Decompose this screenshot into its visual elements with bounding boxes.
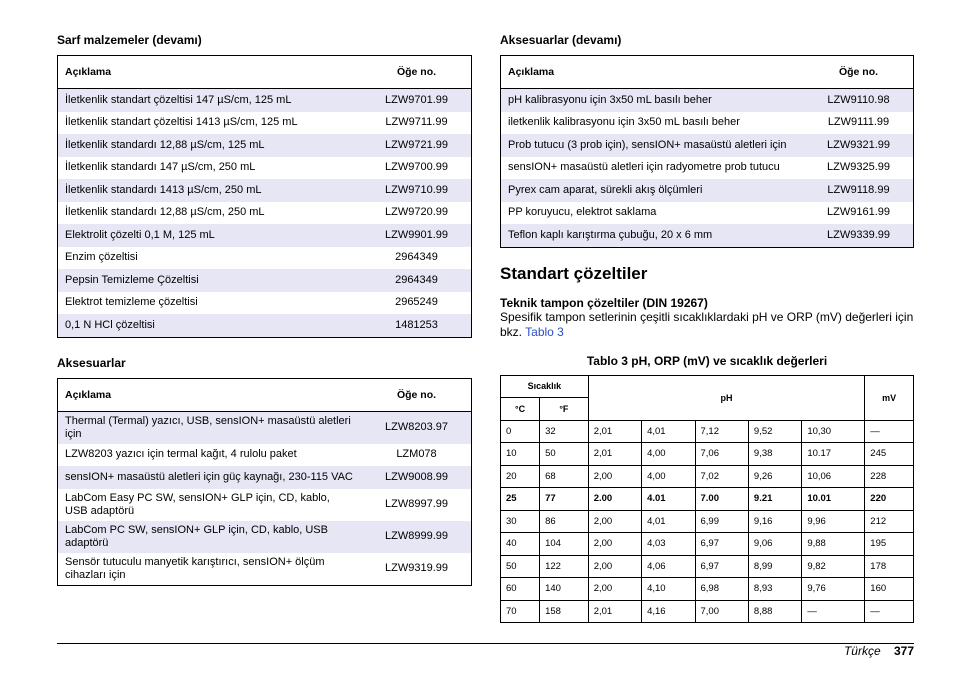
right-column [500, 33, 914, 623]
temp-fahrenheit: 77 [540, 488, 589, 511]
item-description: Elektrot temizleme çözeltisi [58, 292, 363, 315]
ph-value-1: 2,00 [588, 578, 641, 601]
item-number: LZW9161.99 [804, 202, 914, 225]
ph-value-1: 2.00 [588, 488, 641, 511]
table-row [501, 578, 914, 601]
item-number: LZW9008.99 [362, 466, 472, 489]
table-row [501, 510, 914, 533]
ph-value-2: 4,00 [642, 465, 695, 488]
paragraph-text: Spesifik tampon setlerinin çeşitli sıcaklıklardaki pH ve ORP (mV) değerleri için bkz. [500, 309, 914, 339]
temp-celsius: 20 [501, 465, 540, 488]
item-description: Elektrolit çözelti 0,1 M, 125 mL [58, 224, 363, 247]
ph-value-5: 10,30 [802, 420, 865, 443]
item-number: LZW9319.99 [362, 553, 472, 586]
temp-celsius: 40 [501, 533, 540, 556]
ph-value-1: 2,01 [588, 443, 641, 466]
temp-fahrenheit: 104 [540, 533, 589, 556]
ph-value-1: 2,00 [588, 465, 641, 488]
item-description: pH kalibrasyonu için 3x50 mL basılı beher [501, 89, 805, 112]
item-description: Pepsin Temizleme Çözeltisi [58, 269, 363, 292]
item-number: LZW9711.99 [362, 112, 472, 135]
aksesuarlar-devami-table [500, 55, 914, 248]
item-description: İletkenlik standardı 147 µS/cm, 250 mL [58, 157, 363, 180]
header-sicaklik: Sıcaklık [501, 375, 589, 398]
temps-header-row-1 [501, 375, 914, 398]
item-number: LZW8999.99 [362, 521, 472, 553]
sarf-table-body [58, 89, 472, 338]
item-number: LZW9339.99 [804, 224, 914, 247]
temp-fahrenheit: 50 [540, 443, 589, 466]
section-title-sarf: Sarf malzemeler (devamı) [57, 33, 202, 47]
page-footer [844, 644, 914, 658]
item-description: Teflon kaplı karıştırma çubuğu, 20 x 6 mm [501, 224, 805, 247]
ph-value-4: 9,52 [748, 420, 801, 443]
col-header-aciklama: Açıklama [501, 56, 805, 89]
ph-value-5: 9,96 [802, 510, 865, 533]
item-number: LZW9720.99 [362, 202, 472, 225]
table-row [501, 89, 914, 112]
temp-celsius: 0 [501, 420, 540, 443]
item-number: LZW9700.99 [362, 157, 472, 180]
header-mv: mV [865, 375, 914, 420]
sarf-table-header [58, 56, 472, 89]
aksesuarlar-table-header [58, 378, 472, 411]
ph-value-2: 4,10 [642, 578, 695, 601]
ph-value-1: 2,00 [588, 555, 641, 578]
ph-orp-temperature-table [500, 375, 914, 624]
temp-celsius: 25 [501, 488, 540, 511]
subsection-title-teknik: Teknik tampon çözeltiler (DIN 19267) [500, 295, 708, 310]
item-description: Pyrex cam aparat, sürekli akış ölçümleri [501, 179, 805, 202]
col-header-aciklama: Açıklama [58, 378, 363, 411]
table-3-link[interactable]: Tablo 3 [525, 324, 564, 339]
ph-value-1: 2,01 [588, 420, 641, 443]
item-description: İletkenlik standart çözeltisi 1413 µS/cm, 125 mL [58, 112, 363, 135]
table-row [501, 488, 914, 511]
aksesuarlar-devami-table-body [501, 89, 914, 248]
item-description: 0,1 N HCl çözeltisi [58, 314, 363, 337]
temp-fahrenheit: 32 [540, 420, 589, 443]
ph-value-2: 4,16 [642, 600, 695, 623]
ph-value-5: 10.01 [802, 488, 865, 511]
table-row [58, 489, 472, 521]
table-row [58, 112, 472, 135]
sarf-table [57, 55, 472, 338]
mv-value: 220 [865, 488, 914, 511]
table-row [58, 521, 472, 553]
ph-value-4: 9,38 [748, 443, 801, 466]
ph-value-2: 4,00 [642, 443, 695, 466]
item-description: Prob tutucu (3 prob için), sensION+ masaüstü aletleri için [501, 134, 805, 157]
temp-celsius: 10 [501, 443, 540, 466]
col-header-oge-no: Öğe no. [362, 378, 472, 411]
ph-value-2: 4,03 [642, 533, 695, 556]
section-title-aksesuarlar: Aksesuarlar [57, 355, 126, 370]
temp-celsius: 60 [501, 578, 540, 601]
item-number: LZW8203.97 [362, 411, 472, 444]
aksesuarlar-table [57, 378, 472, 586]
section-title-aksesuarlar-devami: Aksesuarlar (devamı) [500, 33, 622, 47]
mv-value: 245 [865, 443, 914, 466]
ph-value-5: 10,06 [802, 465, 865, 488]
table-row [58, 292, 472, 315]
footer-divider [57, 643, 914, 644]
ph-value-2: 4.01 [642, 488, 695, 511]
temp-fahrenheit: 68 [540, 465, 589, 488]
table-row [501, 112, 914, 135]
ph-value-5: — [802, 600, 865, 623]
item-description: İletkenlik standart çözeltisi 147 µS/cm, 125 mL [58, 89, 363, 112]
item-number: LZW9118.99 [804, 179, 914, 202]
item-number: LZW8997.99 [362, 489, 472, 521]
temp-fahrenheit: 158 [540, 600, 589, 623]
item-number: LZW9110.98 [804, 89, 914, 112]
table-row [501, 533, 914, 556]
item-description: sensION+ masaüstü aletleri için güç kaynağı, 230-115 VAC [58, 466, 363, 489]
item-number: LZM078 [362, 444, 472, 467]
item-number: 2965249 [362, 292, 472, 315]
ph-value-3: 7,12 [695, 420, 748, 443]
ph-value-4: 8,99 [748, 555, 801, 578]
temp-celsius: 30 [501, 510, 540, 533]
mv-value: 228 [865, 465, 914, 488]
temp-celsius: 50 [501, 555, 540, 578]
aksesuarlar-table-body [58, 411, 472, 585]
item-description: iletkenlik kalibrasyonu için 3x50 mL basılı beher [501, 112, 805, 135]
ph-value-2: 4,01 [642, 510, 695, 533]
table-row [501, 224, 914, 247]
ph-value-3: 7,06 [695, 443, 748, 466]
page-number: 377 [893, 644, 914, 658]
item-number: LZW9325.99 [804, 157, 914, 180]
table-row [58, 269, 472, 292]
ph-value-4: 9,16 [748, 510, 801, 533]
temps-table-body [501, 420, 914, 623]
ph-value-2: 4,06 [642, 555, 695, 578]
section-title-standart: Standart çözeltiler [500, 263, 648, 283]
table-row [58, 89, 472, 112]
table-row [58, 553, 472, 586]
ph-value-3: 6,98 [695, 578, 748, 601]
mv-value: 212 [865, 510, 914, 533]
ph-value-3: 6,97 [695, 555, 748, 578]
table-row [501, 600, 914, 623]
table-row [58, 411, 472, 444]
table-row [501, 134, 914, 157]
table-row [58, 466, 472, 489]
ph-value-3: 7.00 [695, 488, 748, 511]
table-row [58, 179, 472, 202]
header-ph: pH [588, 375, 865, 420]
standart-paragraph [500, 310, 914, 340]
table-row [58, 202, 472, 225]
col-header-oge-no: Öğe no. [804, 56, 914, 89]
item-description: LZW8203 yazıcı için termal kağıt, 4 rulolu paket [58, 444, 363, 467]
ph-value-4: 9.21 [748, 488, 801, 511]
col-header-aciklama: Açıklama [58, 56, 363, 89]
ph-value-4: 8,88 [748, 600, 801, 623]
ph-value-3: 6,99 [695, 510, 748, 533]
ph-value-5: 9,88 [802, 533, 865, 556]
table-row [501, 179, 914, 202]
temp-fahrenheit: 86 [540, 510, 589, 533]
item-description: LabCom PC SW, sensION+ GLP için, CD, kablo, USB adaptörü [58, 521, 363, 553]
mv-value: 178 [865, 555, 914, 578]
mv-value: — [865, 600, 914, 623]
table-row [58, 224, 472, 247]
ph-value-1: 2,01 [588, 600, 641, 623]
ph-value-1: 2,00 [588, 510, 641, 533]
header-celsius: °C [501, 398, 540, 421]
table-row [501, 157, 914, 180]
table-row [501, 420, 914, 443]
table-row [58, 134, 472, 157]
temp-fahrenheit: 122 [540, 555, 589, 578]
item-number: LZW9321.99 [804, 134, 914, 157]
ph-value-3: 7,02 [695, 465, 748, 488]
ph-value-3: 7,00 [695, 600, 748, 623]
ph-value-4: 8,93 [748, 578, 801, 601]
item-number: LZW9701.99 [362, 89, 472, 112]
item-description: Enzim çözeltisi [58, 247, 363, 270]
item-description: PP koruyucu, elektrot saklama [501, 202, 805, 225]
aksesuarlar-devami-table-header [501, 56, 914, 89]
item-number: LZW9721.99 [362, 134, 472, 157]
table-row [501, 443, 914, 466]
ph-value-5: 9,76 [802, 578, 865, 601]
table-caption: Tablo 3 pH, ORP (mV) ve sıcaklık değerleri [586, 353, 828, 368]
ph-value-2: 4,01 [642, 420, 695, 443]
item-description: LabCom Easy PC SW, sensION+ GLP için, CD, kablo, USB adaptörü [58, 489, 363, 521]
ph-value-4: 9,26 [748, 465, 801, 488]
item-number: 2964349 [362, 269, 472, 292]
ph-value-5: 10.17 [802, 443, 865, 466]
ph-value-5: 9,82 [802, 555, 865, 578]
item-description: İletkenlik standardı 1413 µS/cm, 250 mL [58, 179, 363, 202]
footer-language: Türkçe [843, 644, 881, 658]
ph-value-3: 6,97 [695, 533, 748, 556]
table-row [58, 247, 472, 270]
mv-value: 195 [865, 533, 914, 556]
item-description: Sensör tutuculu manyetik karıştırıcı, sensION+ ölçüm cihazları için [58, 553, 363, 586]
item-description: İletkenlik standardı 12,88 µS/cm, 250 mL [58, 202, 363, 225]
table-row [501, 465, 914, 488]
col-header-oge-no: Öğe no. [362, 56, 472, 89]
table-row [58, 157, 472, 180]
mv-value: 160 [865, 578, 914, 601]
item-number: LZW9901.99 [362, 224, 472, 247]
temp-celsius: 70 [501, 600, 540, 623]
temp-fahrenheit: 140 [540, 578, 589, 601]
table-row [58, 314, 472, 337]
item-number: LZW9710.99 [362, 179, 472, 202]
item-description: sensION+ masaüstü aletleri için radyometre prob tutucu [501, 157, 805, 180]
table-row [501, 555, 914, 578]
item-number: LZW9111.99 [804, 112, 914, 135]
item-number: 2964349 [362, 247, 472, 270]
ph-value-4: 9,06 [748, 533, 801, 556]
header-fahrenheit: °F [540, 398, 589, 421]
item-description: İletkenlik standardı 12,88 µS/cm, 125 mL [58, 134, 363, 157]
item-description: Thermal (Termal) yazıcı, USB, sensION+ masaüstü aletleri için [58, 411, 363, 444]
table-row [58, 444, 472, 467]
ph-value-1: 2,00 [588, 533, 641, 556]
left-column [57, 33, 472, 586]
mv-value: — [865, 420, 914, 443]
table-row [501, 202, 914, 225]
item-number: 1481253 [362, 314, 472, 337]
